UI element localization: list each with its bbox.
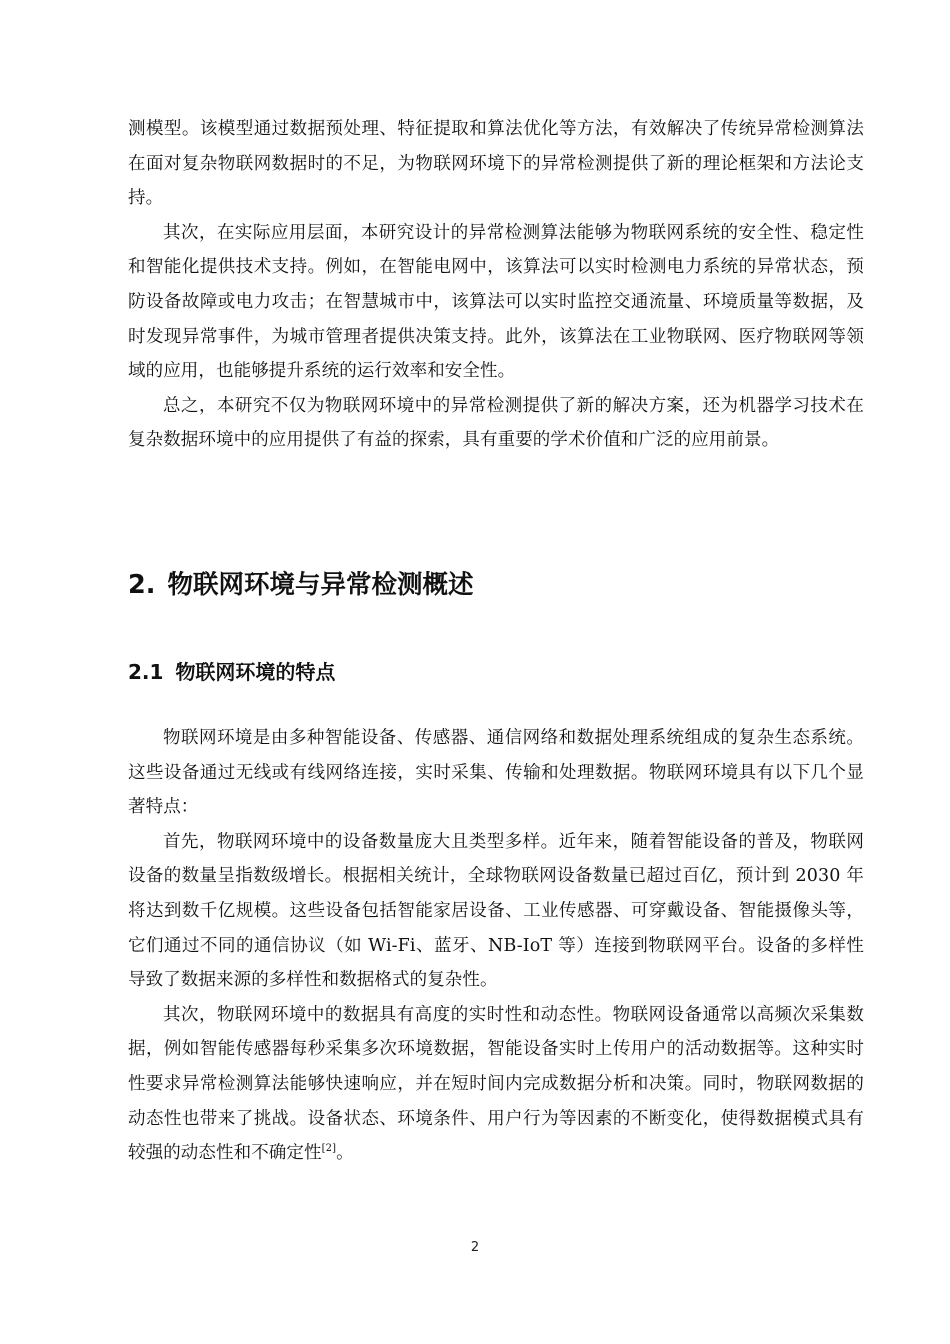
- subsection-heading-title: 物联网环境的特点: [175, 660, 336, 684]
- paragraph-practical-application: 其次，在实际应用层面，本研究设计的异常检测算法能够为物联网系统的安全性、稳定性和智能化提供技术支持。例如，在智能电网中，该算法可以实时检测电力系统的异常状态，预防设备故障或电力攻击；在智慧城市中，该算法可以实时监控交通流量、环境质量等数据，及时发现异常事件，为城市管理者提供决策支持。此外，该算法在工业物联网、医疗物联网等领域的应用，也能够提升系统的运行效率和安全性。: [128, 222, 864, 382]
- paragraph-end-punctuation: 。: [336, 1143, 354, 1164]
- section-heading-title: 物联网环境与异常检测概述: [167, 570, 474, 600]
- paragraph-realtime-text: 其次，物联网环境中的数据具有高度的实时性和动态性。物联网设备通常以高频次采集数据，例如智能传感器每秒采集多次环境数据，智能设备实时上传用户的活动数据等。这种实时性要求异常检测算法能够快速响应，并在短时间内完成数据分析和决策。同时，物联网数据的动态性也带来了挑战。设备状态、环境条件、用户行为等因素的不断变化，使得数据模式具有较强的动态性和不确定性: [128, 1004, 864, 1164]
- section-heading: [128, 568, 473, 602]
- paragraph-iot-overview: 物联网环境是由多种智能设备、传感器、通信网络和数据处理系统组成的复杂生态系统。这些设备通过无线或有线网络连接，实时采集、传输和处理数据。物联网环境具有以下几个显著特点：: [128, 728, 864, 818]
- paragraph-conclusion: 总之，本研究不仅为物联网环境中的异常检测提供了新的解决方案，还为机器学习技术在复杂数据环境中的应用提供了有益的探索，具有重要的学术价值和广泛的应用前景。: [128, 395, 864, 451]
- paragraph-continuation: 测模型。该模型通过数据预处理、特征提取和算法优化等方法，有效解决了传统异常检测算法在面对复杂物联网数据时的不足，为物联网环境下的异常检测提供了新的理论框架和方法论支持。: [128, 119, 864, 209]
- subsection-heading-number: 2.1: [128, 660, 164, 684]
- section-2-body: [128, 721, 864, 1171]
- page-number: 2: [470, 1240, 480, 1255]
- subsection-heading: [128, 657, 335, 687]
- citation-reference[interactable]: [2]: [321, 1143, 337, 1155]
- section-1-body: [128, 112, 864, 458]
- section-heading-number: 2.: [128, 570, 156, 600]
- paragraph-realtime-dynamics: [128, 998, 864, 1171]
- paragraph-device-diversity: 首先，物联网环境中的设备数量庞大且类型多样。近年来，随着智能设备的普及，物联网设备的数量呈指数级增长。根据相关统计，全球物联网设备数量已超过百亿，预计到 2030 年将达到数千亿规模。这些设备包括智能家居设备、工业传感器、可穿戴设备、智能摄像头等，它们通过不同的通信协议（如 Wi-Fi、蓝牙、NB-IoT 等）连接到物联网平台。设备的多样性导致了数据来源的多样性和数据格式的复杂性。: [128, 831, 864, 991]
